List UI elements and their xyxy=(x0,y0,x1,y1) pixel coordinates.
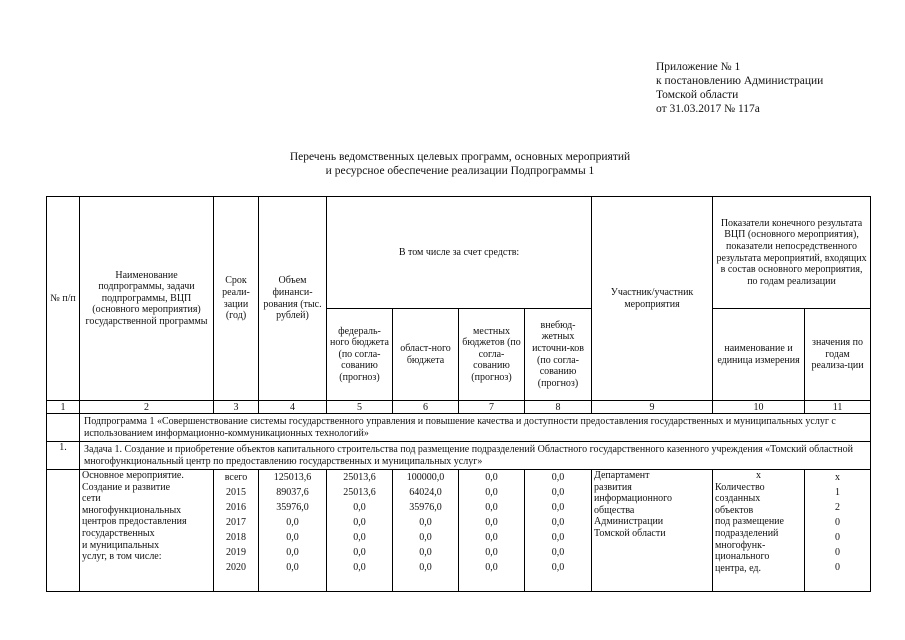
local-value: 0,0 xyxy=(485,517,498,528)
appendix-line: к постановлению Администрации xyxy=(656,75,824,87)
header-federal: федераль-ного бюджета (по согла-сованию (прогноз) xyxy=(327,309,393,401)
volume-value: 35976,0 xyxy=(276,502,309,513)
header-indicator-values: значения по годам реализа-ции xyxy=(805,309,871,401)
federal-cell xyxy=(327,470,393,592)
header-volume: Объем финанси-рования (тыс. рублей) xyxy=(259,197,327,401)
local-value: 0,0 xyxy=(485,532,498,543)
volume-cell xyxy=(259,470,327,592)
federal-value: 25013,6 xyxy=(343,472,376,483)
volume-value: 0,0 xyxy=(286,532,299,543)
local-value: 0,0 xyxy=(485,562,498,573)
column-number: 9 xyxy=(592,401,713,414)
activity-name-line: государственных xyxy=(82,527,155,539)
column-number: 3 xyxy=(214,401,259,414)
year-value: 2016 xyxy=(226,502,246,513)
regional-value: 64024,0 xyxy=(409,487,442,498)
task-number: 1. xyxy=(47,442,80,470)
regional-value: 0,0 xyxy=(419,532,432,543)
extra-value: 0,0 xyxy=(551,562,565,573)
participant-line: Томской области xyxy=(594,527,666,539)
federal-value: 0,0 xyxy=(353,547,366,558)
activity-num-cell xyxy=(47,470,80,592)
local-cell xyxy=(459,470,525,592)
indicator-value: 2 xyxy=(835,502,841,513)
indicator-name-line: созданных xyxy=(715,493,761,505)
column-number: 10 xyxy=(713,401,805,414)
regional-value: 0,0 xyxy=(419,517,432,528)
year-value: 2015 xyxy=(226,487,246,498)
indicator-name-line: Количество xyxy=(715,481,765,493)
column-number: 11 xyxy=(805,401,871,414)
federal-value: 0,0 xyxy=(353,517,366,528)
local-value: 0,0 xyxy=(485,547,498,558)
activity-name-line: Основное мероприятие. xyxy=(82,470,184,481)
subprogram-num-cell xyxy=(47,414,80,442)
header-including: В том числе за счет средств: xyxy=(327,197,592,309)
regional-value: 0,0 xyxy=(419,562,432,573)
participant-line: информационного xyxy=(594,493,673,505)
column-number: 7 xyxy=(459,401,525,414)
extra-value: 0,0 xyxy=(551,532,565,543)
regional-value: 0,0 xyxy=(419,547,432,558)
activity-name-line: Создание и развитие xyxy=(82,481,171,493)
volume-value: 89037,6 xyxy=(276,487,309,498)
regional-cell xyxy=(393,470,459,592)
regional-value: 35976,0 xyxy=(409,502,442,513)
column-number: 5 xyxy=(327,401,393,414)
header-indicator-name: наименование и единица измерения xyxy=(713,309,805,401)
extra-value: 0,0 xyxy=(551,502,565,513)
participant-line: Департамент xyxy=(594,470,650,481)
header-name: Наименование подпрограммы, задачи подпрограммы, ВЦП (основного мероприятия) государственной программы xyxy=(80,197,214,401)
volume-value: 0,0 xyxy=(286,562,299,573)
federal-value: 0,0 xyxy=(353,532,366,543)
volume-value: 0,0 xyxy=(286,517,299,528)
indicator-name-cell xyxy=(713,470,805,592)
indicator-name-line: подразделений xyxy=(715,527,779,539)
extra-value: 0,0 xyxy=(551,517,565,528)
participant-cell xyxy=(592,470,713,592)
indicator-name-line: под размещение xyxy=(715,516,784,528)
federal-value: 0,0 xyxy=(353,562,366,573)
document-title xyxy=(160,150,760,178)
column-number: 6 xyxy=(393,401,459,414)
activity-name xyxy=(80,470,214,592)
appendix-line: Томской области xyxy=(656,89,739,101)
indicator-value: 0 xyxy=(835,547,841,558)
activity-name-line: сети xyxy=(82,493,101,505)
volume-value: 125013,6 xyxy=(273,472,312,483)
year-value: 2020 xyxy=(226,562,246,573)
program-table xyxy=(46,196,871,592)
header-local: местных бюджетов (по согла-сованию (прогноз) xyxy=(459,309,525,401)
year-value: 2018 xyxy=(226,532,246,543)
header-term: Срок реали-зации (год) xyxy=(214,197,259,401)
local-value: 0,0 xyxy=(485,487,498,498)
activity-name-line: центров предоставления xyxy=(82,516,187,528)
participant-line: развития xyxy=(594,481,632,493)
indicator-value: 0 xyxy=(835,562,841,573)
extra-value: 0,0 xyxy=(551,472,565,483)
local-value: 0,0 xyxy=(485,472,498,483)
extra-value: 0,0 xyxy=(551,547,565,558)
indicator-value: 0 xyxy=(835,532,841,543)
header-num: № п/п xyxy=(47,197,80,401)
activity-name-line: многофункциональных xyxy=(82,504,182,516)
appendix-block xyxy=(656,60,823,116)
indicator-name-line: x xyxy=(756,470,762,481)
activity-name-line: услуг, в том числе: xyxy=(82,551,162,563)
local-value: 0,0 xyxy=(485,502,498,513)
header-participant: Участник/участник мероприятия xyxy=(592,197,713,401)
extra-cell xyxy=(525,470,592,592)
regional-value: 100000,0 xyxy=(406,472,445,483)
task-title: Задача 1. Создание и приобретение объектов капитального строительства под размещение подразделений Областного государственного казенного учреждения «Томский областной многофункциональный центр по предоставлению государственных и муниципальных услуг» xyxy=(80,442,871,470)
year-value: 2017 xyxy=(226,517,246,528)
column-number: 8 xyxy=(525,401,592,414)
column-number: 4 xyxy=(259,401,327,414)
indicator-value: 0 xyxy=(835,517,841,528)
title-line-1: Перечень ведомственных целевых программ, основных мероприятий xyxy=(289,151,631,163)
title-line-2: и ресурсное обеспечение реализации Подпрограммы 1 xyxy=(325,165,595,177)
indicator-name-line: многофунк- xyxy=(715,539,766,551)
indicator-name-line: объектов xyxy=(715,504,754,516)
federal-value: 25013,6 xyxy=(343,487,376,498)
federal-value: 0,0 xyxy=(353,502,366,513)
indicator-value: x xyxy=(835,472,841,483)
indicator-name-line: ционального xyxy=(715,551,770,563)
year-value: 2019 xyxy=(226,547,246,558)
indicator-name-line: центра, ед. xyxy=(715,562,761,574)
column-number: 1 xyxy=(47,401,80,414)
participant-line: общества xyxy=(594,504,635,516)
header-regional: област-ного бюджета xyxy=(393,309,459,401)
extra-value: 0,0 xyxy=(551,487,565,498)
appendix-line: от 31.03.2017 № 117а xyxy=(656,103,760,115)
appendix-line: Приложение № 1 xyxy=(656,61,741,73)
years-cell xyxy=(214,470,259,592)
participant-line: Администрации xyxy=(594,516,664,528)
header-extra: внебюд-жетных источни-ков (по согла-сованию (прогноз) xyxy=(525,309,592,401)
activity-name-line: и муниципальных xyxy=(82,539,160,551)
year-value: всего xyxy=(224,472,248,483)
volume-value: 0,0 xyxy=(286,547,299,558)
header-indicators: Показатели конечного результата ВЦП (основного мероприятия), показатели непосредственного результата мероприятий, входящих в состав основного мероприятия, по годам реализации xyxy=(713,197,871,309)
indicator-values-cell xyxy=(805,470,871,592)
indicator-value: 1 xyxy=(835,487,841,498)
column-number: 2 xyxy=(80,401,214,414)
subprogram-title: Подпрограмма 1 «Совершенствование системы государственного управления и повышение качества и доступности предоставления государственных и муниципальных услуг с использованием информационно-коммуникационных технологий» xyxy=(80,414,871,442)
